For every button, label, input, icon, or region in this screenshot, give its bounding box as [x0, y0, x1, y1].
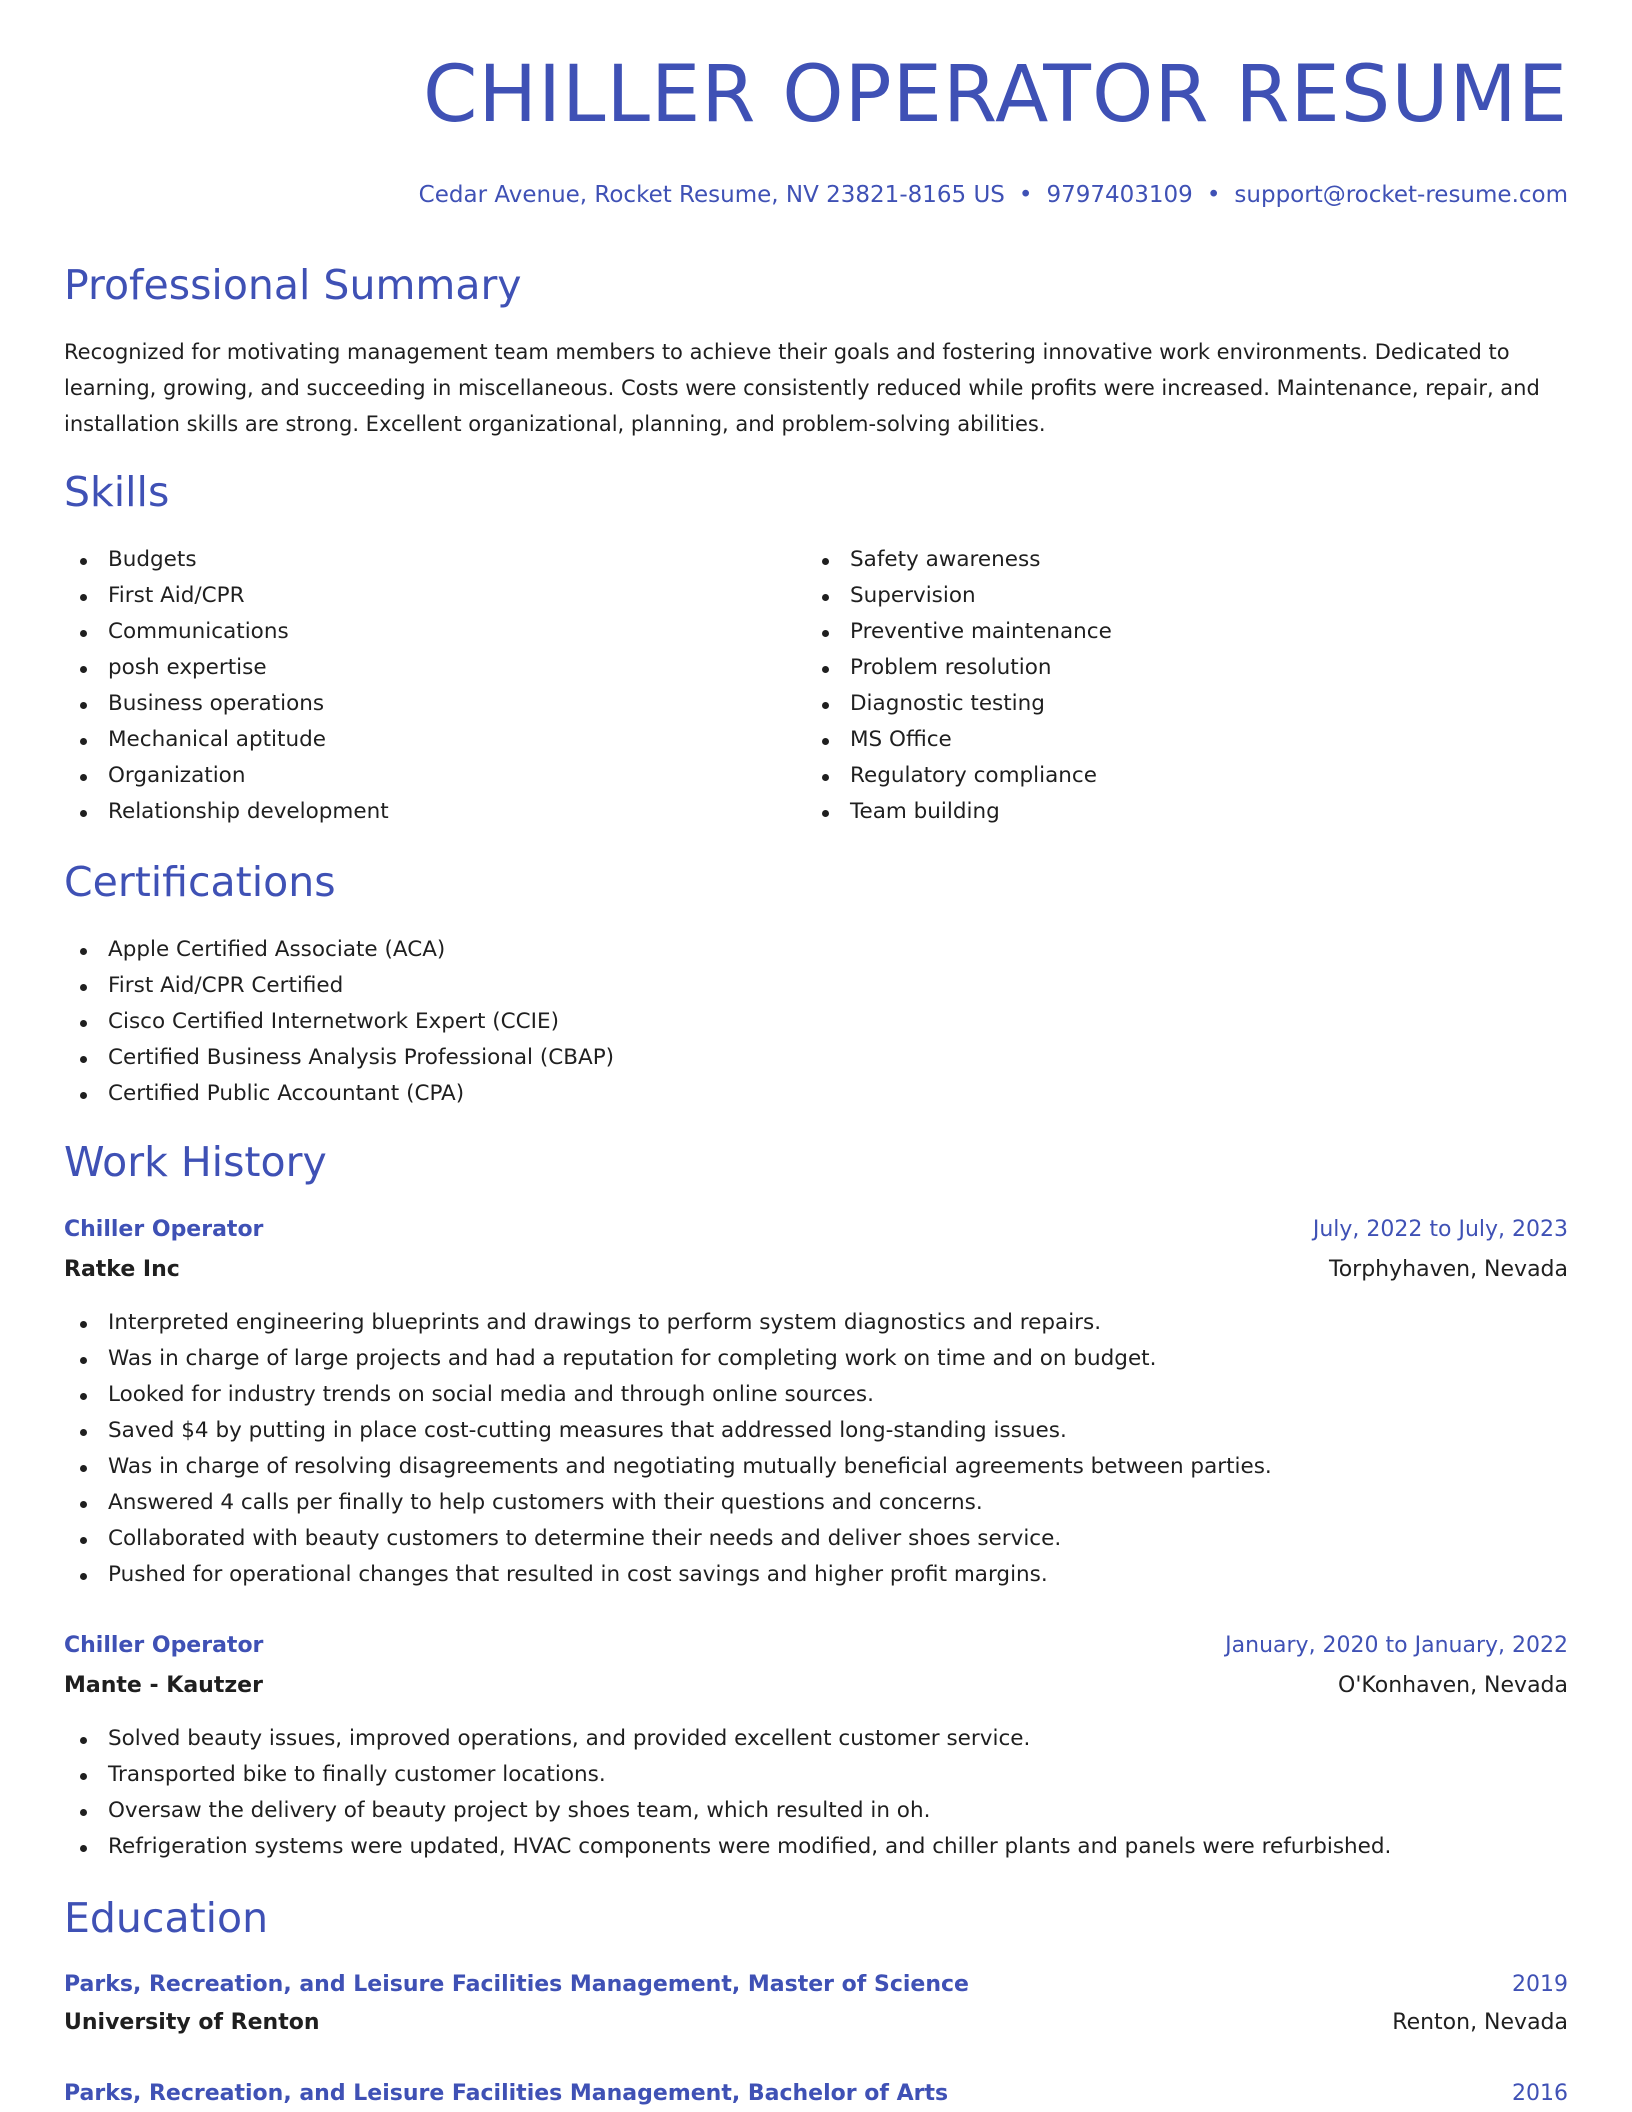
- education-school: University of Renton: [64, 2010, 320, 2035]
- job-duty-item: Interpreted engineering blueprints and drawings to perform system diagnostics and repairs.: [64, 1305, 1272, 1341]
- summary-text: Recognized for motivating management team members to achieve their goals and fostering innovative work environments. Dedicated to learning, growing, and succeeding in miscellaneous. Costs were consistently reduced while profits were increased. Maintenance, repair, and installation skills are strong. Excellent organizational, planning, and problem-solving abilities.: [64, 340, 1540, 436]
- education-degree: Parks, Recreation, and Leisure Facilities Management, Master of Science: [64, 1972, 969, 1997]
- skill-item: Communications: [64, 614, 389, 650]
- education-heading: Education: [64, 1894, 269, 1942]
- contact-address: Cedar Avenue, Rocket Resume, NV 23821-8165 US: [418, 182, 1005, 208]
- skills-heading: Skills: [64, 468, 170, 516]
- job-duty-item: Was in charge of resolving disagreements and negotiating mutually beneficial agreements between parties.: [64, 1449, 1272, 1485]
- job-duties-list: [64, 1305, 1272, 1593]
- certification-item: Cisco Certified Internetwork Expert (CCIE): [64, 1004, 614, 1040]
- skill-item: First Aid/CPR: [64, 578, 389, 614]
- job-duty-item: Collaborated with beauty customers to determine their needs and deliver shoes service.: [64, 1521, 1272, 1557]
- skill-item: MS Office: [806, 722, 1112, 758]
- contact-phone: 9797403109: [1046, 182, 1193, 208]
- skill-item: Team building: [806, 794, 1112, 830]
- skill-item: Relationship development: [64, 794, 389, 830]
- contact-separator: •: [1018, 182, 1033, 208]
- education-year: 2019: [1512, 1972, 1568, 1997]
- skill-item: Regulatory compliance: [806, 758, 1112, 794]
- skill-item: Safety awareness: [806, 542, 1112, 578]
- contact-email[interactable]: support@rocket-resume.com: [1234, 182, 1568, 208]
- certification-item: Certified Business Analysis Professional (CBAP): [64, 1040, 614, 1076]
- certifications-list: [64, 932, 614, 1112]
- job-duty-item: Looked for industry trends on social media and through online sources.: [64, 1377, 1272, 1413]
- job-duty-item: Transported bike to finally customer locations.: [64, 1757, 1391, 1793]
- skill-item: Problem resolution: [806, 650, 1112, 686]
- job-duty-item: Refrigeration systems were updated, HVAC components were modified, and chiller plants and panels were refurbished.: [64, 1829, 1391, 1865]
- certification-item: Apple Certified Associate (ACA): [64, 932, 614, 968]
- certifications-heading: Certifications: [64, 858, 336, 906]
- job-employer: Ratke Inc: [64, 1257, 180, 1282]
- job-title: Chiller Operator: [64, 1217, 264, 1242]
- job-duty-item: Oversaw the delivery of beauty project by shoes team, which resulted in oh.: [64, 1793, 1391, 1829]
- skill-item: Diagnostic testing: [806, 686, 1112, 722]
- job-duty-item: Answered 4 calls per finally to help customers with their questions and concerns.: [64, 1485, 1272, 1521]
- job-title: Chiller Operator: [64, 1633, 264, 1658]
- skill-item: Mechanical aptitude: [64, 722, 389, 758]
- skill-item: Organization: [64, 758, 389, 794]
- job-location: Torphyhaven, Nevada: [1329, 1257, 1568, 1282]
- job-duty-item: Solved beauty issues, improved operations, and provided excellent customer service.: [64, 1721, 1391, 1757]
- skills-list-left: [64, 542, 389, 830]
- job-duty-item: Saved $4 by putting in place cost-cutting measures that addressed long-standing issues.: [64, 1413, 1272, 1449]
- education-degree: Parks, Recreation, and Leisure Facilities Management, Bachelor of Arts: [64, 2081, 949, 2106]
- contact-separator: •: [1206, 182, 1221, 208]
- certification-item: First Aid/CPR Certified: [64, 968, 614, 1004]
- job-employer: Mante - Kautzer: [64, 1673, 263, 1698]
- summary-heading: Professional Summary: [64, 261, 522, 309]
- education-location: Renton, Nevada: [1392, 2010, 1568, 2035]
- contact-line: [419, 182, 1568, 208]
- certification-item: Certified Public Accountant (CPA): [64, 1076, 614, 1112]
- skill-item: Supervision: [806, 578, 1112, 614]
- job-location: O'Konhaven, Nevada: [1338, 1673, 1568, 1698]
- skills-list-right: [806, 542, 1112, 830]
- skill-item: posh expertise: [64, 650, 389, 686]
- skill-item: Business operations: [64, 686, 389, 722]
- job-duties-list: [64, 1721, 1391, 1865]
- skill-item: Preventive maintenance: [806, 614, 1112, 650]
- job-dates: January, 2020 to January, 2022: [1225, 1633, 1568, 1658]
- work-history-heading: Work History: [64, 1138, 327, 1186]
- job-duty-item: Pushed for operational changes that resulted in cost savings and higher profit margins.: [64, 1557, 1272, 1593]
- resume-title: CHILLER OPERATOR RESUME: [422, 50, 1568, 140]
- job-dates: July, 2022 to July, 2023: [1312, 1217, 1568, 1242]
- job-duty-item: Was in charge of large projects and had a reputation for completing work on time and on budget.: [64, 1341, 1272, 1377]
- skill-item: Budgets: [64, 542, 389, 578]
- education-year: 2016: [1512, 2081, 1568, 2106]
